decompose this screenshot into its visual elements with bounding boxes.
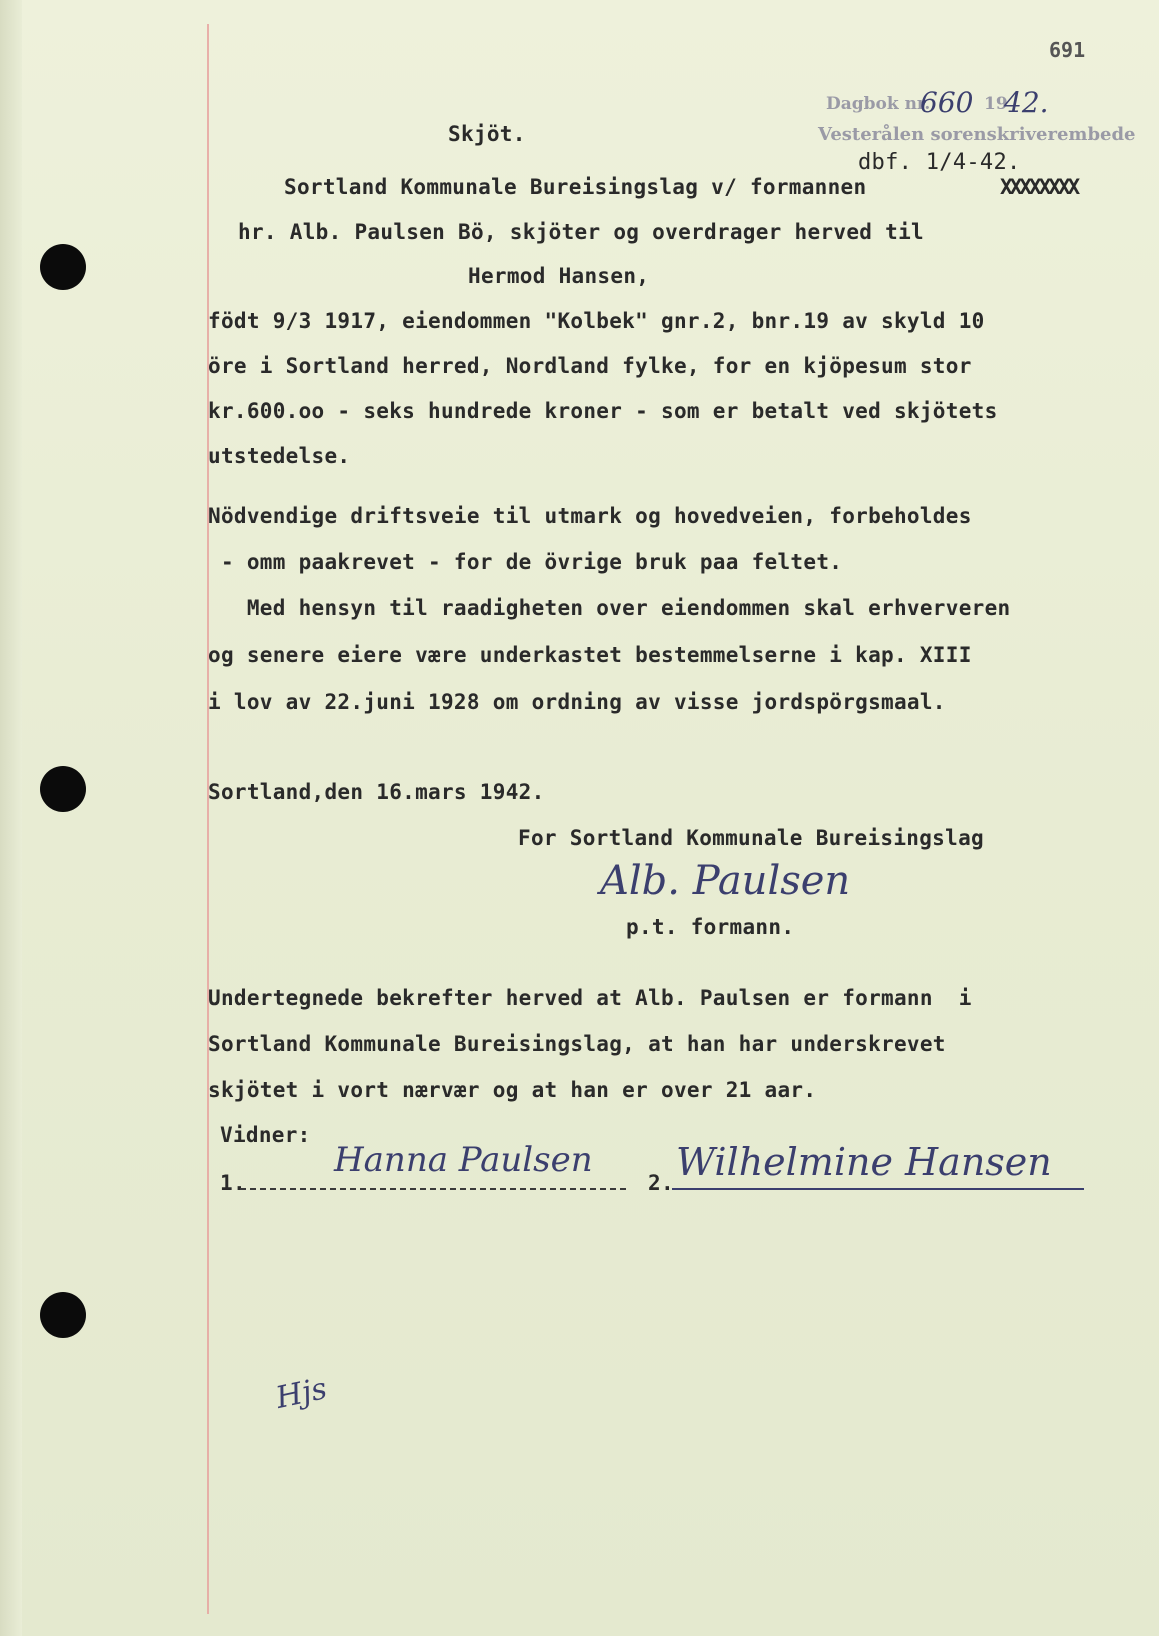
grantee-name: Hermod Hansen, [468,264,650,288]
witness-1-number: 1. [220,1171,246,1195]
witness-2-signature: Wilhelmine Hansen [676,1140,1052,1184]
stamp-year: 42. [1004,86,1049,119]
stamp-year-prefix: 19 [984,94,1008,114]
margin-rule [207,24,209,1614]
body-line-9: - omm paakrevet - for de övrige bruk paa feltet. [208,550,843,574]
registry-stamp-line1 [826,94,930,114]
confirmation-line-1: Undertegnede bekrefter herved at Alb. Paulsen er formann i [208,986,972,1010]
body-line-11: og senere eiere være underkastet bestemmelserne i kap. XIII [208,643,972,667]
body-line-1: Sortland Kommunale Bureisingslag v/ formannen [284,175,867,199]
confirmation-line-2: Sortland Kommunale Bureisingslag, at han har underskrevet [208,1032,946,1056]
body-line-10: Med hensyn til raadigheten over eiendommen skal erhververen [208,596,1011,620]
witnesses-label: Vidner: [220,1123,311,1147]
registry-stamp-line2: Vesterålen sorenskriverembede [818,124,1136,145]
signatory-title: p.t. formann. [626,915,795,939]
body-line-12: i lov av 22.juni 1928 om ordning av visse jordspörgsmaal. [208,690,946,714]
body-line-4: födt 9/3 1917, eiendommen "Kolbek" gnr.2, bnr.19 av skyld 10 [208,309,985,333]
body-line-6: kr.600.oo - seks hundrede kroner - som er betalt ved skjötets [208,399,998,423]
confirmation-line-3: skjötet i vort nærvær og at han er over 21 aar. [208,1078,817,1102]
signatory-organization: For Sortland Kommunale Bureisingslag [518,826,984,850]
witness-2-number: 2. [648,1171,674,1195]
witness-2-underline [672,1188,1084,1190]
stamp-entry-number: 660 [920,86,974,119]
place-and-date: Sortland,den 16.mars 1942. [208,780,545,804]
registration-date: dbf. 1/4-42. [858,150,1021,175]
punch-hole-icon [40,1292,86,1338]
body-line-5: öre i Sortland herred, Nordland fylke, for en kjöpesum stor [208,354,972,378]
document-title: Skjöt. [448,122,526,146]
stamp-prefix: Dagbok nr. [826,94,931,114]
clerk-initials: Hjs [272,1371,330,1416]
punch-hole-icon [40,766,86,812]
punch-hole-icon [40,244,86,290]
page-edge [0,0,22,1636]
struck-over-text: XXXXXXXX [1000,175,1078,199]
body-line-2: hr. Alb. Paulsen Bö, skjöter og overdrager herved til [238,220,924,244]
witness-1-signature: Hanna Paulsen [334,1140,593,1180]
body-line-8: Nödvendige driftsveie til utmark og hovedveien, forbeholdes [208,504,972,528]
page-number: 691 [1049,38,1086,62]
witness-1-line [240,1188,626,1190]
body-line-7: utstedelse. [208,444,351,468]
signature-chairman: Alb. Paulsen [600,858,851,904]
